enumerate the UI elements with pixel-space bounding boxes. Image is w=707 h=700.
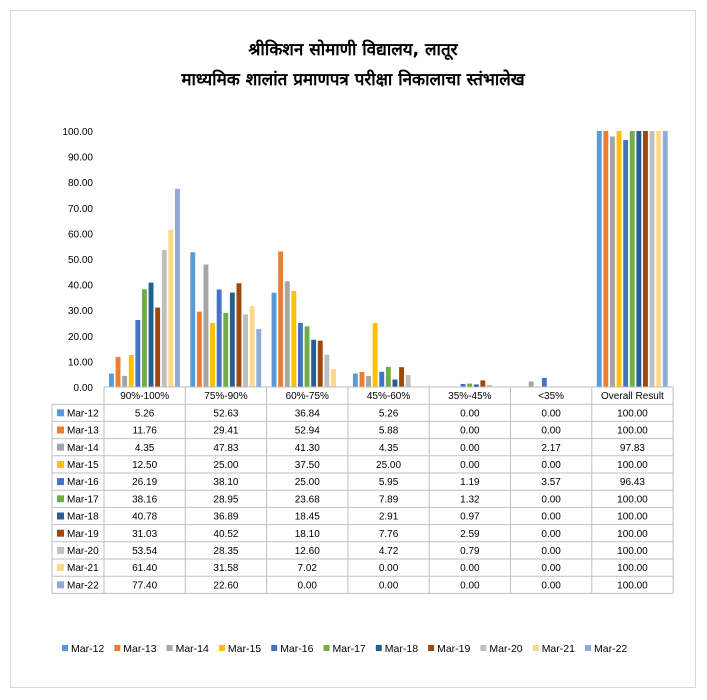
table-cell: 18.10: [294, 528, 320, 540]
bar-mar-16-2: [298, 323, 303, 387]
table-cell: 47.83: [213, 442, 239, 454]
table-cell: 11.76: [132, 425, 157, 437]
legend-label: Mar-22: [594, 643, 628, 655]
bar-mar-12-2: [272, 293, 277, 387]
bar-mar-15-2: [291, 291, 296, 387]
y-tick-label: 70.00: [67, 203, 93, 215]
bar-mar-19-2: [318, 341, 323, 387]
bar-mar-13-2: [278, 251, 283, 387]
bar-mar-15-6: [617, 131, 622, 387]
bar-mar-22-1: [256, 329, 261, 387]
table-cell: 22.60: [213, 580, 239, 592]
bar-mar-20-3: [406, 375, 411, 387]
bar-mar-15-0: [129, 355, 134, 387]
bar-mar-14-3: [366, 376, 371, 387]
bar-mar-17-6: [630, 131, 635, 387]
table-cell: 53.54: [132, 546, 158, 557]
table-cell: 12.60: [294, 546, 320, 557]
table-cell: 0.97: [460, 511, 480, 523]
bar-mar-16-0: [135, 320, 140, 387]
table-cell: 7.89: [378, 494, 399, 506]
table-row-label: Mar-20: [67, 546, 99, 557]
bar-mar-16-5: [542, 378, 547, 387]
legend-swatch-mar-20: [480, 645, 486, 651]
bar-mar-12-3: [353, 374, 358, 387]
table-cell: 25.00: [213, 460, 239, 471]
table-cell: 28.35: [213, 546, 239, 557]
table-row-label: Mar-14: [67, 442, 99, 454]
table-row-swatch-mar-20: [57, 547, 64, 554]
table-cell: 0.00: [460, 580, 480, 592]
table-header-cell: Overall Result: [601, 391, 664, 403]
bar-mar-18-0: [149, 283, 154, 387]
bar-mar-13-3: [360, 372, 365, 387]
y-tick-label: 30.00: [67, 306, 93, 318]
table-cell: 5.95: [378, 477, 399, 489]
table-row-swatch-mar-12: [57, 409, 64, 416]
legend-swatch-mar-18: [376, 645, 382, 651]
table-header-cell: 35%-45%: [448, 391, 492, 403]
table-cell: 0.00: [541, 563, 561, 575]
bar-mar-19-4: [480, 380, 485, 387]
table-cell: 4.35: [134, 442, 155, 454]
table-cell: 2.17: [541, 442, 561, 454]
bar-mar-22-6: [663, 131, 668, 387]
table-cell: 77.40: [132, 580, 158, 592]
y-tick-label: 80.00: [67, 178, 93, 190]
y-tick-label: 40.00: [67, 280, 93, 292]
table-cell: 0.00: [541, 511, 561, 523]
legend-label: Mar-12: [71, 643, 105, 655]
table-cell: 5.26: [378, 408, 399, 420]
table-cell: 4.72: [378, 546, 399, 557]
table-cell: 0.00: [297, 580, 317, 592]
table-cell: 28.95: [213, 494, 239, 506]
bars: [109, 131, 668, 387]
table-cell: 1.19: [460, 477, 480, 489]
table-header-cell: <35%: [538, 391, 565, 403]
table-row-label: Mar-19: [67, 528, 99, 540]
legend-label: Mar-15: [227, 643, 262, 655]
table-cell: 7.76: [378, 528, 399, 540]
bar-mar-13-0: [116, 357, 121, 387]
bar-mar-21-6: [656, 131, 661, 387]
table-cell: 100.00: [617, 425, 648, 437]
legend-swatch-mar-13: [114, 645, 120, 651]
legend-label: Mar-21: [541, 643, 575, 655]
bar-mar-14-6: [610, 137, 615, 387]
table-header-cell: 45%-60%: [366, 391, 411, 403]
bar-mar-13-6: [603, 131, 608, 387]
legend-swatch-mar-12: [62, 645, 68, 651]
bar-mar-17-2: [305, 326, 310, 387]
legend-label: Mar-17: [332, 643, 366, 655]
bar-mar-12-1: [190, 252, 195, 387]
table-cell: 40.52: [213, 528, 239, 540]
table-row-label: Mar-16: [67, 477, 99, 489]
bar-mar-20-0: [162, 250, 167, 387]
table-cell: 100.00: [617, 408, 648, 420]
table-cell: 5.26: [134, 408, 155, 420]
table-row-label: Mar-12: [67, 408, 99, 420]
table-cell: 18.45: [294, 511, 320, 523]
bar-mar-16-1: [217, 289, 222, 387]
bar-mar-19-1: [237, 283, 242, 387]
y-tick-label: 90.00: [67, 152, 93, 164]
bar-mar-20-6: [650, 131, 655, 387]
legend-label: Mar-20: [489, 643, 523, 655]
bar-mar-18-2: [311, 340, 316, 387]
table-cell: 23.68: [294, 494, 320, 506]
y-tick-label: 20.00: [67, 331, 93, 343]
data-table: [52, 387, 673, 593]
table-cell: 0.00: [541, 528, 561, 540]
bar-mar-18-3: [393, 380, 398, 387]
bar-mar-15-3: [373, 323, 378, 387]
y-tick-label: 0.00: [73, 383, 93, 394]
table-row-swatch-mar-18: [57, 513, 64, 520]
chart-title: श्रीकिशन सोमाणी विद्यालय, लातूर: [248, 40, 458, 60]
table-cell: 25.00: [294, 477, 320, 489]
table-cell: 26.19: [132, 477, 158, 489]
table-cell: 0.00: [460, 460, 480, 471]
table-cell: 0.00: [460, 442, 480, 454]
table-row-swatch-mar-21: [57, 564, 64, 571]
table-header-cell: 90%-100%: [120, 391, 170, 403]
legend-swatch-mar-22: [585, 645, 591, 651]
table-row-swatch-mar-19: [57, 530, 64, 537]
table-cell: 36.84: [294, 408, 320, 420]
table-cell: 0.00: [541, 425, 561, 437]
table-cell: 36.89: [213, 511, 239, 523]
table-cell: 0.00: [378, 563, 399, 575]
legend-swatch-mar-15: [219, 645, 225, 651]
bar-mar-17-4: [467, 384, 472, 387]
y-axis: [62, 127, 93, 394]
bar-mar-20-2: [324, 355, 329, 387]
table-cell: 97.83: [619, 442, 645, 454]
legend-label: Mar-18: [384, 643, 419, 655]
table-cell: 38.16: [132, 494, 158, 506]
legend: [62, 643, 627, 655]
legend-swatch-mar-17: [324, 645, 330, 651]
bar-mar-14-0: [122, 376, 127, 387]
bar-mar-19-3: [399, 367, 404, 387]
table-cell: 100.00: [617, 546, 648, 557]
table-cell: 100.00: [617, 511, 648, 523]
table-cell: 38.10: [213, 477, 239, 489]
table-cell: 7.02: [297, 563, 317, 575]
table-cell: 25.00: [376, 460, 402, 471]
table-row-label: Mar-15: [67, 460, 99, 471]
table-cell: 2.59: [460, 528, 480, 540]
legend-label: Mar-14: [175, 643, 209, 655]
y-tick-label: 10.00: [67, 357, 93, 369]
table-cell: 52.94: [294, 425, 320, 437]
table-cell: 52.63: [213, 408, 239, 420]
bar-mar-19-0: [155, 308, 160, 387]
bar-mar-21-2: [331, 369, 336, 387]
table-row-label: Mar-21: [67, 563, 99, 575]
table-cell: 0.00: [541, 494, 561, 506]
table-cell: 96.43: [619, 477, 645, 489]
table-cell: 100.00: [617, 460, 648, 471]
table-row-label: Mar-22: [67, 580, 99, 592]
table-cell: 100.00: [617, 563, 648, 575]
bar-mar-17-1: [223, 313, 228, 387]
table-cell: 0.79: [460, 546, 480, 557]
table-cell: 0.00: [541, 460, 561, 471]
bar-mar-13-1: [197, 312, 202, 387]
chart-subtitle: माध्यमिक शालांत प्रमाणपत्र परीक्षा निकालाचा स्तंभालेख: [181, 70, 525, 90]
table-cell: 0.00: [460, 408, 480, 420]
bar-mar-17-3: [386, 367, 391, 387]
bar-mar-14-1: [204, 265, 209, 387]
table-cell: 0.00: [541, 408, 561, 420]
table-row-swatch-mar-22: [57, 581, 64, 588]
table-cell: 100.00: [617, 494, 648, 506]
bar-mar-18-1: [230, 293, 235, 387]
table-cell: 0.00: [378, 580, 399, 592]
table-cell: 40.78: [132, 511, 158, 523]
bar-mar-14-5: [529, 381, 534, 387]
y-tick-label: 50.00: [67, 255, 93, 266]
table-header-cell: 60%-75%: [285, 391, 329, 403]
legend-label: Mar-13: [123, 643, 157, 655]
bar-mar-14-2: [285, 281, 290, 387]
bar-mar-17-0: [142, 289, 147, 387]
legend-swatch-mar-19: [428, 645, 434, 651]
table-cell: 61.40: [132, 563, 158, 575]
table-row-label: Mar-13: [67, 425, 99, 437]
table-cell: 100.00: [617, 580, 648, 592]
table-cell: 0.00: [541, 580, 561, 592]
table-row-swatch-mar-17: [57, 495, 64, 502]
legend-swatch-mar-21: [533, 645, 539, 651]
table-row-label: Mar-17: [67, 494, 99, 506]
table-cell: 31.03: [132, 528, 158, 540]
table-row-swatch-mar-15: [57, 461, 64, 468]
table-cell: 37.50: [294, 460, 320, 471]
table-cell: 0.00: [460, 425, 480, 437]
y-tick-label: 100.00: [62, 127, 93, 138]
table-row-label: Mar-18: [67, 511, 99, 523]
bar-mar-21-1: [250, 306, 255, 387]
bar-mar-16-3: [379, 372, 384, 387]
table-row-swatch-mar-13: [57, 427, 64, 434]
table-cell: 0.00: [460, 563, 480, 575]
legend-swatch-mar-14: [167, 645, 173, 651]
bar-mar-22-0: [175, 189, 180, 387]
table-cell: 100.00: [617, 528, 648, 540]
table-row-swatch-mar-16: [57, 478, 64, 485]
table-cell: 1.32: [460, 494, 480, 506]
table-cell: 4.35: [378, 442, 399, 454]
legend-label: Mar-16: [280, 643, 314, 655]
bar-mar-12-6: [597, 131, 602, 387]
bar-mar-18-6: [636, 131, 641, 387]
bar-mar-21-0: [168, 230, 173, 387]
table-cell: 31.58: [213, 563, 239, 575]
bar-mar-19-6: [643, 131, 648, 387]
table-cell: 12.50: [132, 460, 158, 471]
table-cell: 3.57: [541, 477, 561, 489]
table-cell: 0.00: [541, 546, 561, 557]
table-cell: 2.91: [378, 511, 399, 523]
table-cell: 5.88: [378, 425, 399, 437]
table-cell: 29.41: [213, 425, 239, 437]
bar-mar-20-1: [243, 314, 248, 387]
bar-mar-16-6: [623, 140, 628, 387]
bar-mar-15-1: [210, 323, 215, 387]
legend-swatch-mar-16: [271, 645, 277, 651]
table-row-swatch-mar-14: [57, 444, 64, 451]
legend-label: Mar-19: [437, 643, 471, 655]
table-header-cell: 75%-90%: [204, 391, 248, 403]
bar-mar-12-0: [109, 374, 114, 387]
y-tick-label: 60.00: [67, 229, 93, 241]
table-cell: 41.30: [294, 442, 320, 454]
